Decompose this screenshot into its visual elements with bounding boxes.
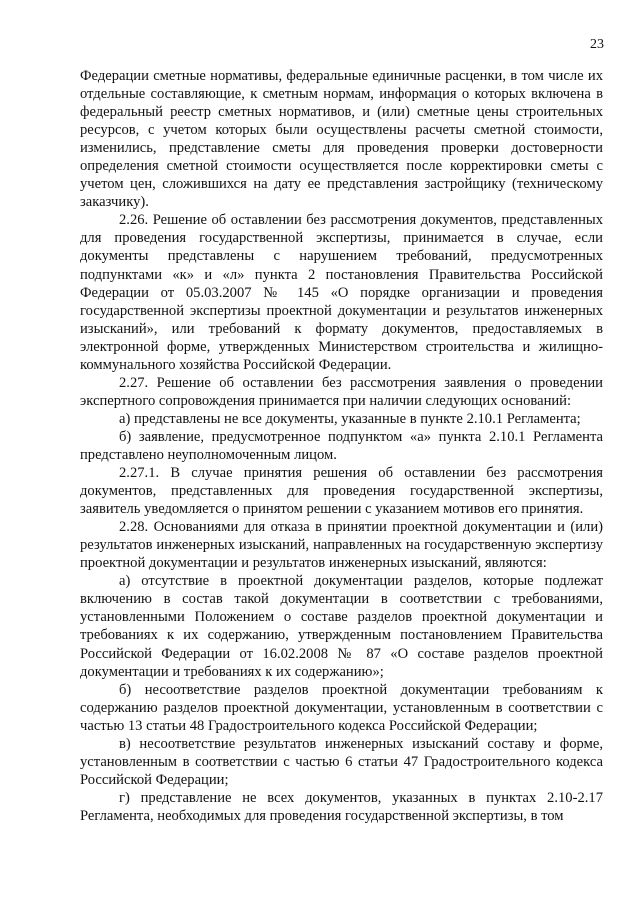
paragraph-2-28-a: а) отсутствие в проектной документации разделов, которые подлежат включению в состав такой документации в соответствии с требованиями, установленными Положением о составе разделов проектной документации и требованиях к их содержанию, утвержденным постановлением Правительства Российской Федерации от 16.02.2008 № 87 «О составе разделов проектной документации и требованиях к их содержанию»;: [80, 573, 603, 680]
paragraph-2-27-a: а) представлены не все документы, указанные в пункте 2.10.1 Регламента;: [119, 410, 581, 427]
paragraph-2-26: 2.26. Решение об оставлении без рассмотрения документов, представленных для проведения государственной экспертизы, принимается в случае, если документы представлены с нарушением требований, предусмотренных подпунктами «к» и «л» пункта 2 постановления Правительства Российской Федерации от 05.03.2007 № 145 «О порядке организации и проведения государственной экспертизы проектной документации и результатов инженерных изысканий», или требований к формату документов, предоставляемых в электронной форме, утвержденных Министерством строительства и жилищно-коммунального хозяйства Российской Федерации.: [80, 212, 603, 373]
paragraph-2-27-1: 2.27.1. В случае принятия решения об оставлении без рассмотрения документов, представленных для проведения государственной экспертизы, заявитель уведомляется о принятом решении с указанием мотивов его принятия.: [80, 465, 603, 518]
paragraph-2-27: 2.27. Решение об оставлении без рассмотрения заявления о проведении экспертного сопровождения принимается при наличии следующих оснований:: [80, 374, 603, 409]
paragraph-2-27-b: б) заявление, предусмотренное подпунктом «а» пункта 2.10.1 Регламента представлено неуполномоченным лицом.: [80, 428, 603, 463]
paragraph-2-28: 2.28. Основаниями для отказа в принятии проектной документации и (или) результатов инженерных изысканий, направленных на государственную экспертизу проектной документации и результатов инженерных изысканий, являются:: [80, 519, 603, 572]
document-body: [80, 67, 603, 825]
paragraph-2-28-g: г) представление не всех документов, указанных в пунктах 2.10-2.17 Регламента, необходимых для проведения государственной экспертизы, в том: [80, 789, 603, 824]
paragraph-2-28-b: б) несоответствие разделов проектной документации требованиям к содержанию разделов проектной документации, установленным в соответствии с частью 13 статьи 48 Градостроительного кодекса Российской Федерации;: [80, 681, 603, 734]
page-number: 23: [590, 37, 604, 52]
paragraph-2-28-v: в) несоответствие результатов инженерных изысканий составу и форме, установленным в соответствии с частью 6 статьи 47 Градостроительного кодекса Российской Федерации;: [80, 735, 603, 788]
paragraph-continuation: Федерации сметные нормативы, федеральные единичные расценки, в том числе их отдельные составляющие, к сметным нормам, информация о которых включена в федеральный реестр сметных нормативов, и (или) сметные цены строительных ресурсов, с учетом которых были осуществлены расчеты сметной стоимости, изменились, представление сметы для проведения проверки достоверности определения сметной стоимости осуществляется после корректировки сметы с учетом цен, сложившихся на дату ее представления застройщику (техническому заказчику).: [80, 68, 603, 211]
